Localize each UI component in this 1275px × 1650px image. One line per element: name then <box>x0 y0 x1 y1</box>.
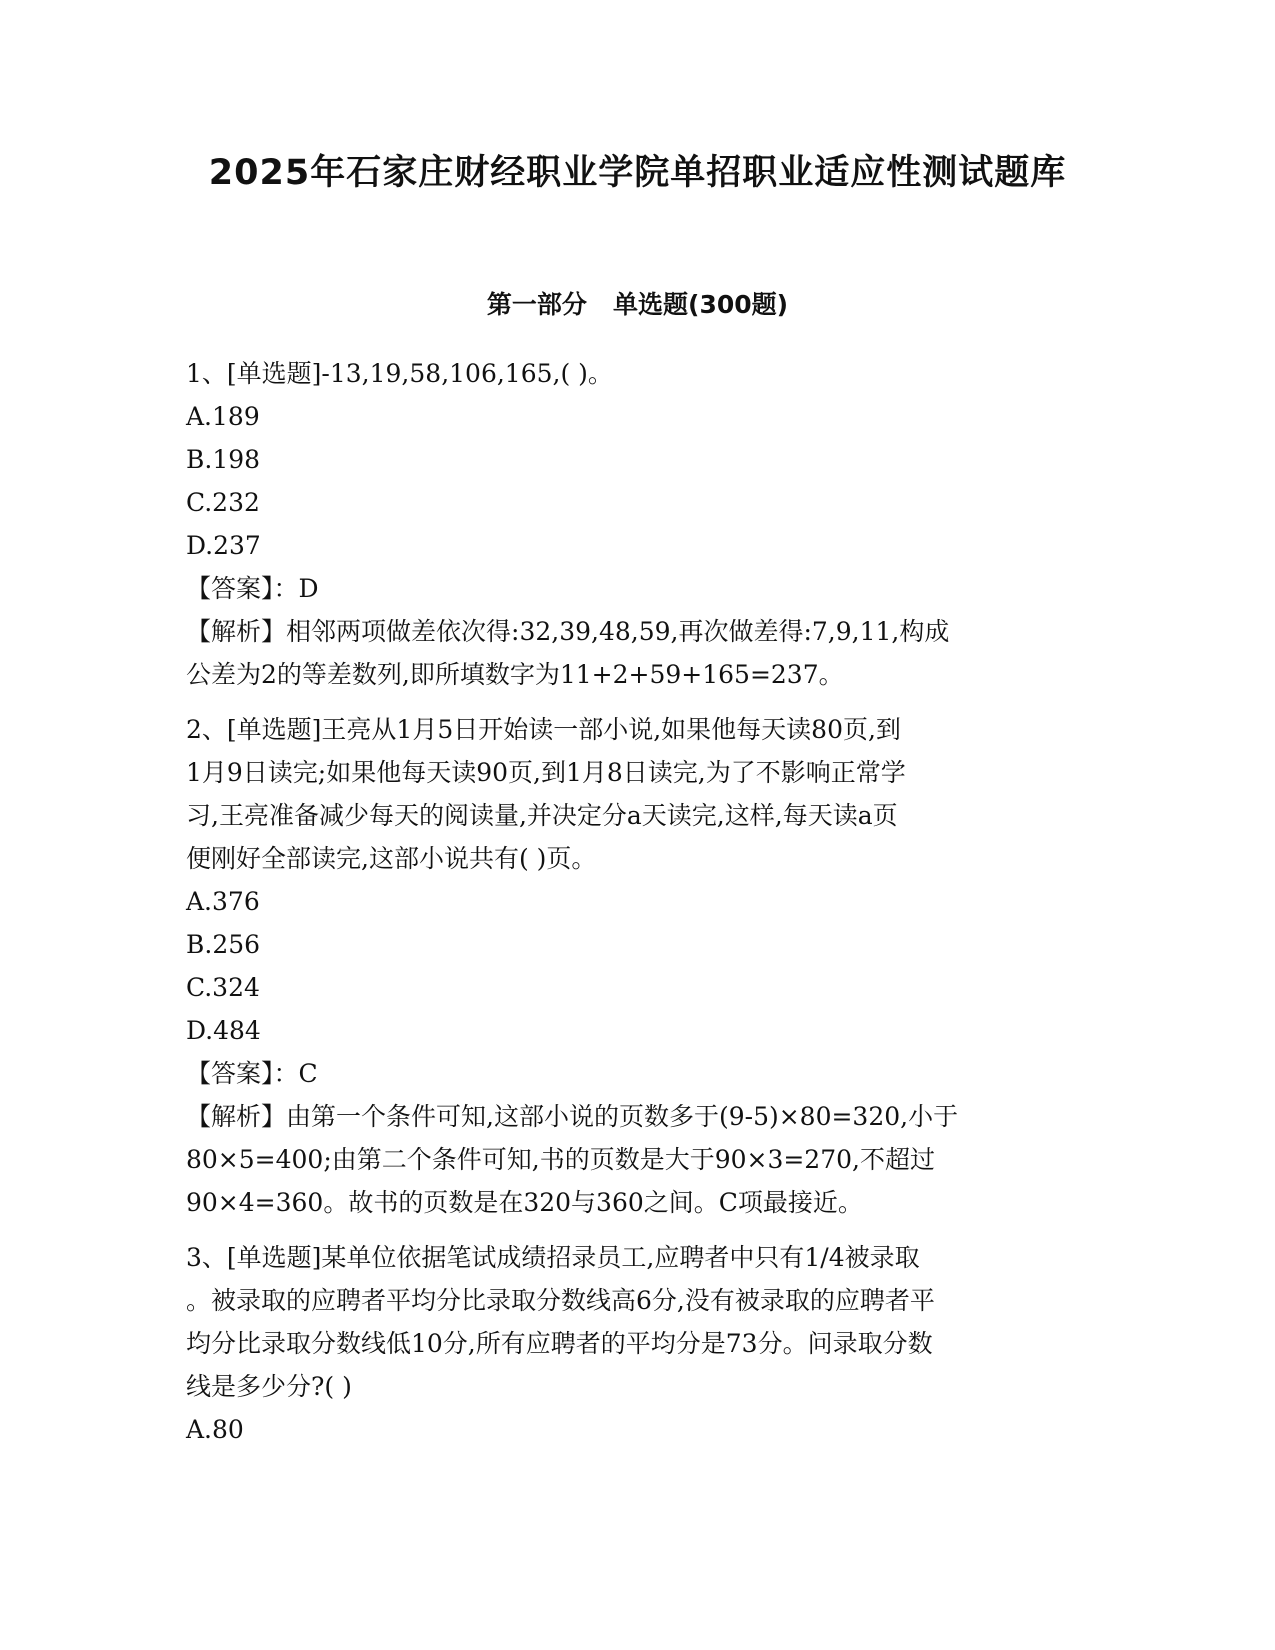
question-stem: 线是多少分?( ) <box>186 1372 352 1401</box>
question-stem: 均分比录取分数线低10分,所有应聘者的平均分是73分。问录取分数 <box>186 1329 933 1358</box>
option-c: C.232 <box>186 488 260 517</box>
option-d: D.484 <box>186 1016 261 1045</box>
section-title: 第一部分 单选题(300题) <box>486 290 789 319</box>
answer-label: 【答案】： <box>186 574 299 603</box>
analysis-text: 90×4=360。故书的页数是在320与360之间。C项最接近。 <box>186 1188 863 1217</box>
question-3 <box>186 1236 1086 1451</box>
question-2 <box>186 708 1086 1224</box>
option-a: A.189 <box>186 402 260 431</box>
question-stem: 习,王亮准备减少每天的阅读量,并决定分a天读完,这样,每天读a页 <box>186 801 898 830</box>
option-b: B.198 <box>186 445 261 474</box>
question-stem: 。被录取的应聘者平均分比录取分数线高6分,没有被录取的应聘者平 <box>186 1286 935 1315</box>
analysis-label: 【解析】 <box>186 617 287 646</box>
analysis-text: 公差为2的等差数列,即所填数字为11+2+59+165=237。 <box>186 660 844 689</box>
answer-value: D <box>298 574 319 603</box>
question-stem: 2、[单选题]王亮从1月5日开始读一部小说,如果他每天读80页,到 <box>186 715 901 744</box>
question-1 <box>186 352 1086 696</box>
question-list <box>186 352 1086 1463</box>
question-stem: 3、[单选题]某单位依据笔试成绩招录员工,应聘者中只有1/4被录取 <box>186 1243 920 1272</box>
answer-line <box>186 567 1086 610</box>
analysis-line <box>186 1095 1086 1138</box>
analysis-text: 80×5=400;由第二个条件可知,书的页数是大于90×3=270,不超过 <box>186 1145 935 1174</box>
document-title: 2025年石家庄财经职业学院单招职业适应性测试题库 <box>208 153 1067 193</box>
option-c: C.324 <box>186 973 260 1002</box>
question-stem: 1、[单选题]-13,19,58,106,165,( )。 <box>186 359 613 388</box>
question-stem: 便刚好全部读完,这部小说共有( )页。 <box>186 844 597 873</box>
answer-value: C <box>298 1059 318 1088</box>
option-a: A.376 <box>186 887 260 916</box>
analysis-label: 【解析】 <box>186 1102 287 1131</box>
question-stem: 1月9日读完;如果他每天读90页,到1月8日读完,为了不影响正常学 <box>186 758 906 787</box>
analysis-line <box>186 610 1086 653</box>
option-b: B.256 <box>186 930 261 959</box>
answer-label: 【答案】： <box>186 1059 299 1088</box>
option-d: D.237 <box>186 531 261 560</box>
option-a: A.80 <box>186 1415 244 1444</box>
answer-line <box>186 1052 1086 1095</box>
analysis-text: 由第一个条件可知,这部小说的页数多于(9-5)×80=320,小于 <box>286 1102 959 1131</box>
analysis-text: 相邻两项做差依次得:32,39,48,59,再次做差得:7,9,11,构成 <box>286 617 950 646</box>
